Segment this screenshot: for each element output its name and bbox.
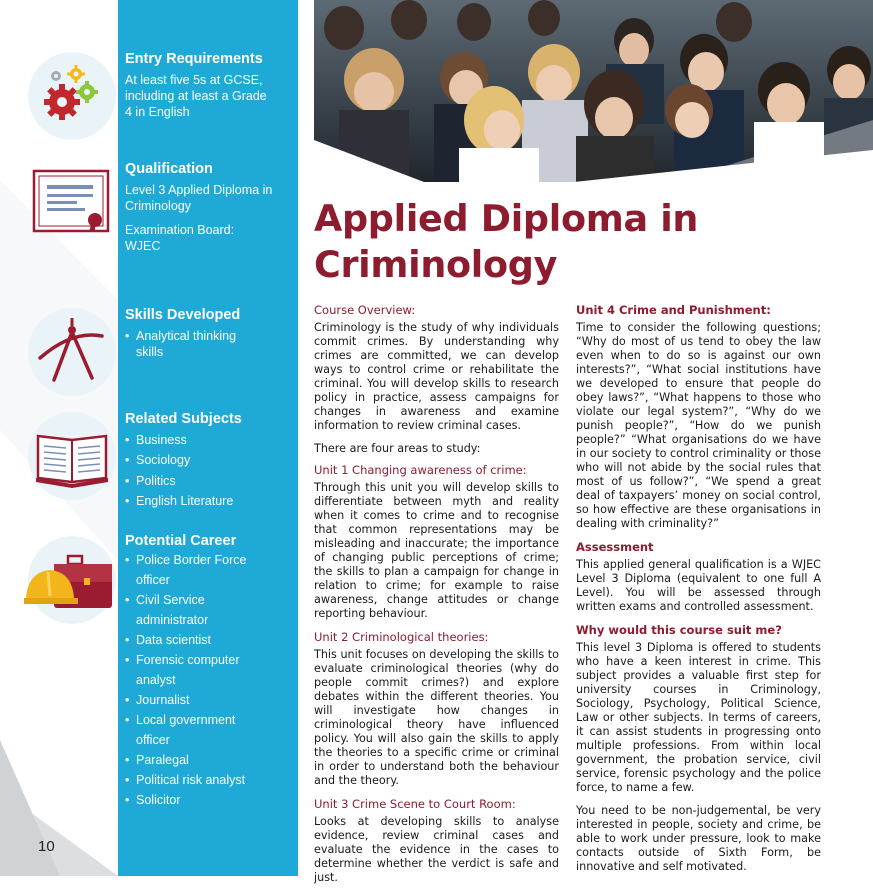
gears-icon: [28, 52, 116, 140]
suit-heading: Why would this course suit me?: [576, 623, 782, 637]
related-subjects-section: [125, 410, 293, 511]
potential-career-list: [125, 550, 265, 810]
page-number: 10: [38, 838, 55, 855]
areas-text: There are four areas to study:: [314, 442, 481, 455]
list-item: • Police Border Force officer: [125, 550, 265, 590]
list-item: • Local government officer: [125, 710, 265, 750]
open-book-icon: [28, 412, 116, 500]
examination-board: Examination Board: WJEC: [125, 223, 235, 253]
content-column-right: [576, 303, 821, 883]
list-item: • Solicitor: [125, 790, 265, 810]
entry-requirements-section: [125, 50, 293, 120]
certificate-icon: [33, 170, 109, 232]
course-overview-heading: Course Overview:: [314, 303, 416, 317]
list-item: • Journalist: [125, 690, 265, 710]
unit2-text: This unit focuses on developing the skills to evaluate criminological theories (why do people commit crimes?) and explore debates within the different theories. You will investigate how changes in criminological theory have influenced policy. You will also gain the skills to apply the theories to a specific crime or criminal in order to understand both the behaviour and the theory.: [314, 648, 559, 787]
hero-photo: [314, 0, 873, 182]
entry-requirements-text: At least five 5s at GCSE, including at least a Grade 4 in English: [125, 73, 267, 119]
assessment-text: This applied general qualification is a WJEC Level 3 Diploma (equivalent to one full A Level). You will be assessed through written exams and controlled assessment.: [576, 558, 821, 613]
list-item: • Civil Service administrator: [125, 590, 265, 630]
list-item: • Political risk analyst: [125, 770, 265, 790]
related-subjects-title: Related Subjects: [125, 411, 242, 427]
entry-requirements-title: Entry Requirements: [125, 51, 263, 67]
list-item: • English Literature: [125, 491, 293, 511]
list-item: • Paralegal: [125, 750, 265, 770]
list-item: • Sociology: [125, 450, 293, 470]
unit1-text: Through this unit you will develop skills to differentiate between myth and reality when it comes to crime and to recognise that common representations may be misleading and inaccurate; the importance of changing public perceptions of crime; the skills to plan a campaign for change in relation to crime; for example to raise awareness, change attitudes or change reporting behaviour.: [314, 481, 559, 620]
content-column-left: [314, 303, 559, 894]
potential-career-section: [125, 532, 293, 810]
suit-text-2: You need to be non-judgemental, be very interested in people, society and crime, be able to work under pressure, look to make contacts outside of Sixth Form, be innovative and self motivated.: [576, 804, 821, 873]
potential-career-title: Potential Career: [125, 533, 237, 549]
assessment-heading: Assessment: [576, 540, 654, 554]
skills-section: [125, 306, 293, 360]
list-item: • Politics: [125, 471, 293, 491]
list-item: • Data scientist: [125, 630, 265, 650]
compass-icon: [28, 308, 116, 396]
suit-text-1: This level 3 Diploma is offered to students who have a keen interest in crime. This subject provides a valuable first step for university courses in Criminology, Sociology, Psychology, Political Science, Law or other subjects. In terms of careers, it can assist students in progressing onto multiple professions. From within local government, the probation service, civil service, forensic psychology and the police force, to name a few.: [576, 641, 821, 794]
list-item: • Forensic computer analyst: [125, 650, 265, 690]
unit2-heading: Unit 2 Criminological theories:: [314, 630, 489, 644]
unit1-heading: Unit 1 Changing awareness of crime:: [314, 463, 527, 477]
list-item: • Business: [125, 430, 293, 450]
list-item: • Analytical thinking skills: [125, 328, 265, 360]
unit3-heading: Unit 3 Crime Scene to Court Room:: [314, 797, 516, 811]
qualification-section: [125, 160, 293, 254]
skills-title: Skills Developed: [125, 307, 241, 323]
skills-list: [125, 328, 265, 360]
unit3-text: Looks at developing skills to analyse evidence, review criminal cases and evaluate the evidence in the cases to determine whether the verdict is safe and just.: [314, 815, 559, 884]
page-title: Applied Diploma in Criminology: [314, 197, 699, 286]
hardhat-briefcase-icon: [28, 536, 116, 624]
unit4-text: Time to consider the following questions; “Why do most of us tend to obey the law even when to do so is against our own interests?”, “What social institutions have we developed to ensure that people do obey laws?”, “What happens to those who violate our legal system?”, “Why do we punish people?”, “How do we punish people?” “What organisations do we have in our society to control criminality or those who will not abide by the social rules that most of us follow?”, “We spend a great deal of taxpayers’ money on social control, so how effective are these organisations in dealing with criminality?”: [576, 321, 821, 530]
unit4-heading: Unit 4 Crime and Punishment:: [576, 303, 771, 317]
related-subjects-list: [125, 430, 293, 511]
qualification-title: Qualification: [125, 161, 213, 177]
sidebar: [118, 0, 298, 876]
qualification-text: Level 3 Applied Diploma in Criminology: [125, 183, 273, 213]
course-overview-text: Criminology is the study of why individuals commit crimes. By understanding why crimes are committed, we can develop ways to control crime or rehabilitate the criminal. You will develop skills to research policy in practice, assess campaigns for changes in awareness and examine information to review criminal cases.: [314, 321, 559, 432]
